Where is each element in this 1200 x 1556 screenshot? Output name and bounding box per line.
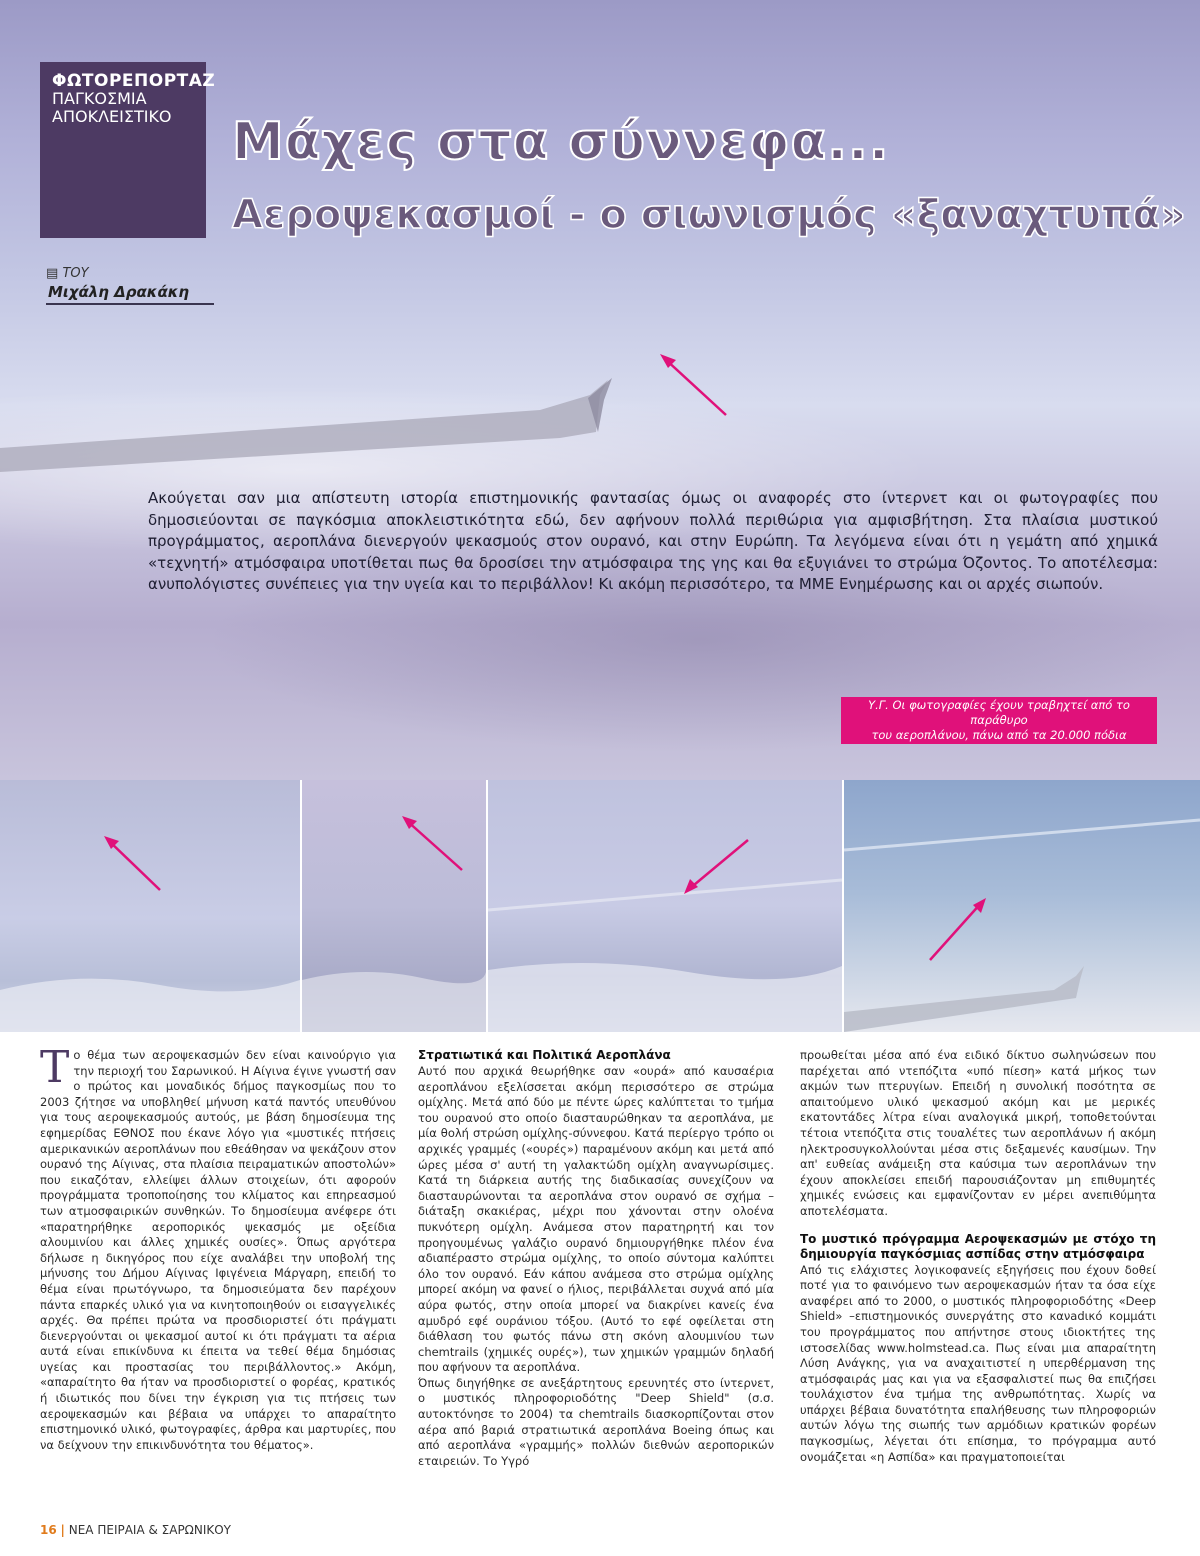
airplane-wing <box>844 966 1084 1032</box>
chemtrail-line <box>844 820 1200 850</box>
byline-author: Μιχάλη Δρακάκη <box>48 283 190 301</box>
kicker-sublabel-2: ΑΠΟΚΛΕΙΣΤΙΚΟ <box>52 107 172 126</box>
caption-line-1: Υ.Γ. Οι φωτογραφίες έχουν τραβηχτεί από το παράθυρο <box>868 698 1130 727</box>
column-3-paragraph-1: προωθείται μέσα από ένα ειδικό δίκτυο σωληνώσεων που παρέχεται από ντεπόζιτα «υπό πίεση» κατά μήκος των ακμών των πτερυγίων. Επειδή η συνολική ποσότητα σε απαιτούμενο υλικό ψεκασμού ακόμη και με μερικές εκατοντάδες λίτρα είναι αναλογικά μικρή, τοποθετούνται τέτοια ντεπόζιτα στις τουαλέτες των αεροπλάνων ή ακόμη ηλεκτροσυγκολλούνται μέσα στις δεξαμενές καυσίμων. Την απ' ευθείας ανάμειξη στα καύσιμα των αεροπλάνων την έχουν αποκλείσει επειδή παρουσιάζονταν μη επιθυμητές χημικές ενώσεις και εμφανίζονταν εν μέρει ανεπιθύμητα αποτελέσματα. <box>800 1048 1156 1218</box>
byline-prefix-text: ΤΟΥ <box>62 266 89 281</box>
photo-2-arrow <box>406 820 462 870</box>
photo-3-arrow <box>688 840 748 890</box>
photo-4-graphic <box>844 780 1200 1032</box>
photo-1 <box>0 780 300 1032</box>
publication-name: ΝΕΑ ΠΕΙΡΑΙΑ & ΣΑΡΩΝΙΚΟΥ <box>68 1523 232 1537</box>
kicker-label: ΦΩΤΟΡΕΠΟΡΤΑΖ <box>52 71 216 91</box>
photo-4-arrow <box>930 902 982 960</box>
photo-4 <box>844 780 1200 1032</box>
photo-caption <box>841 697 1157 744</box>
drop-cap: Τ <box>40 1042 70 1093</box>
headline-title: Μάχες στα σύννεφα... <box>232 112 890 172</box>
column-3-heading: Το μυστικό πρόγραμμα Αεροψεκασμών με στόχο τη δημιουργία παγκόσμιας ασπίδας στην ατμόσφαιρα <box>800 1231 1156 1261</box>
byline-prefix <box>46 266 214 281</box>
photo-3 <box>488 780 842 1032</box>
chemtrail-arrow <box>664 358 726 415</box>
column-1-text: ο θέμα των αεροψεκασμών δεν είναι καινούργιο για την περιοχή του Σαρωνικού. Η Αίγινα έγινε γνωστή σαν ο πρώτος και μοναδικός δήμος παγκοσμίως που το 2003 ζήτησε να υποβληθεί μήνυση κατά παντός υπευθύνου για τους αεροψεκασμούς αυτούς, με βάση δημοσίευμα της εφημερίδας ΕΘΝΟΣ που έκανε λόγο για «μυστικές πτήσεις αμερικανικών αεροπλάνων που εθεάθησαν να ψεκάζουν στον ουρανό της Αίγινας, στα πλαίσια πειραματικών αποστολών» που εικαζόταν, ελλείψει άλλων στοιχείων, ότι αφορούν προγράμματα τροποποίησης του κλίματος και επηρεασμού των ατμοσφαιρικών συνθηκών. Το δημοσίευμα ανέφερε ότι «παρατηρήθηκε αεροπορικός ψεκασμός με οξείδια αλουμινίου και άλλες χημικές ουσίες». Όπως αργότερα δήλωσε η δικηγόρος που είχε αναλάβει την υποβολή της μήνυσης του Δήμου Αίγινας Ιφιγένεια Μάργαρη, επειδή το θέμα είναι πρωτόγνωρο, τα δημοσιεύματα δεν παρέχουν πάντα επαρκές υλικό για να κινητοποιηθούν οι εισαγγελικές αρχές. Θα πρέπει πρώτα να προσδιοριστεί ότι πράγματι διενεργούνται οι ψεκασμοί αυτοί κι ότι πράγματι τα αέρια αυτά είναι επικίνδυνα κι έπειτα να τεθεί θέμα δημόσιας υγείας και προστασίας του περιβάλλοντος.» Ακόμη, «απαραίτητο θα ήταν να προσδιοριστεί ο φορέας, κρατικός ή ιδιωτικός που δίνει την έγκριση για τις πτήσεις των αεροψεκασμών και βέβαια να υπάρχει το απαραίτητο επιστημονικό υλικό, φωτογραφίες, άρθρα και μαρτυρίες, που να δείχνουν την επικινδυνότητα του θέματος». <box>40 1048 396 1452</box>
kicker-sublabel: ΠΑΓΚΟΣΜΙΑ <box>52 89 147 108</box>
column-2-paragraph-1: Αυτό που αρχικά θεωρήθηκε σαν «ουρά» από καυσαέρια αεροπλάνου εξελίσσεται ακόμη περισσότερο σε στρώμα ομίχλης. Μετά από δύο με πέντε ώρες καλύπτεται το τμήμα του ουρανού στο οποίο διασταυρώθηκαν τα αεροπλάνα, με μία θολή στρώση ομίχλης-σύννεφου. Κατά περίεργο τρόπο οι αρχικές γραμμές («ουρές») παραμένουν ακόμη και μετά από ώρες μέσα σ' αυτή τη γαλακτώδη ομίχλη αναγνωρίσιμες. Κατά τη διάρκεια αυτής της διαδικασίας συνεχίζουν να διασταυρώνονται τα αεροπλάνα στον ουρανό σε σχήμα – διάταξη σκακιέρας, μέχρι που χάνονται στην ολοένα πυκνότερη ομίχλη. Ανάμεσα στον παρατηρητή και τον προηγουμένως γαλάζιο ουρανό δημιουργήθηκε πλέον ένα αδιαπέραστο στρώμα ομίχλης, το οποίο σύντομα καλύπτει όλο τον ουρανό. Εάν κάπου ανάμεσα στο στρώμα ομίχλης μπορεί ακόμη να φανεί ο ήλιος, περιβάλλεται συχνά από μία αύρα φωτός, στην οποία μπορεί να διακρίνει κανείς ένα αμυδρό εφέ ουράνιου τόξου. (Αυτό το εφέ οφείλεται στη διάθλαση του φωτός πάνω στη σκόνη αλουμινίου των chemtrails (χημικές ουρές»), των χημικών γραμμών δηλαδή που αφήνουν τα αεροπλάνα. <box>418 1064 774 1375</box>
caption-line-2: του αεροπλάνου, πάνω από τα 20.000 πόδια <box>871 728 1127 742</box>
document-icon: ▤ <box>46 266 59 281</box>
photo-1-arrow <box>108 840 160 890</box>
photo-strip <box>0 780 1200 1032</box>
section-kicker <box>40 62 216 238</box>
article-body <box>40 1042 1160 1498</box>
column-3-paragraph-2: Από τις ελάχιστες λογικοφανείς εξηγήσεις που έχουν δοθεί ποτέ για το φαινόμενο των αεροψεκασμών ήταν τα όσα είχε αναφέρει από το 2000, ο μυστικός πληροφοριοδότης «Deep Shield» –επιστημονικός συνεργάτης στο κανadικό κομμάτι του προγράμματος που απήντησε στους ιδιοκτήτες της ιστοσελίδας www.holmstead.ca. Πως είναι μια απαραίτητη Λύση Ανάγκης, για να αναχαιτιστεί η υπερθέρμανση της ατμόσφαιράς μας και για να εξασφαλιστεί πως θα επιζήσει τουλάχιστον ένα τμήμα της ανθρωπότητας. Χωρίς να υπάρχει βέβαια δυνατότητα επαλήθευσης των πληροφοριών αυτών λόγω της σιωπής των αρμόδιων κρατικών φορέων παγκοσμίως, λέγεται ότι επίσημα, το πρόγραμμα αυτό ονομάζεται «η Ασπίδα» και πραγματοποιείται <box>800 1262 1156 1464</box>
lead-paragraph: Ακούγεται σαν μια απίστευτη ιστορία επιστημονικής φαντασίας όμως οι αναφορές στο ίντερνετ και οι φωτογραφίες που δημοσιεύονται σε παγκόσμια αποκλειστικότητα εδώ, δεν αφήνουν πολλά περιθώρια για αμφισβήτηση. Στα πλαίσια μυστικού προγράμματος, αεροπλάνα διενεργούν ψεκασμούς στον ουρανό, και στην Ευρώπη. Τα λεγόμενα είναι ότι η γεμάτη από χημικά «τεχνητή» ατμόσφαιρα υποτίθεται πως θα δροσίσει την ατμόσφαιρα της γης και θα εξυγιάνει το στρώμα Όζοντος. Το αποτέλεσμα: ανυπολόγιστες συνέπειες για την υγεία και το περιβάλλον! Κι ακόμη περισσότερο, τα ΜΜΕ Ενημέρωσης και οι αρχές σιωπούν. <box>148 489 1158 593</box>
photo-2-graphic <box>302 780 486 1032</box>
column-2-paragraph-2: Όπως διηγήθηκε σε ανεξάρτητους ερευνητές στο ίντερνετ, ο μυστικός πληροφοριοδότης "Deep Shield" (σ.σ. αυτοκτόνησε το 2004) τα chemtrails διασκορπίζονται στον αέρα από βαριά στρατιωτικά αεροπλάνα Boeing όπως και από αεροπλάνα «γραμμής» πολλών διεθνών αεροπορικών εταιρειών. Το Υγρό <box>418 1375 774 1468</box>
cloud-layer <box>0 979 300 1032</box>
column-3 <box>800 1048 1156 1465</box>
chemtrail-line <box>488 880 842 910</box>
photo-2 <box>302 780 486 1032</box>
headline-subtitle: Αεροψεκασμοί - ο σιωνισμός «ξαναχτυπά» <box>232 192 1186 238</box>
byline <box>46 266 214 305</box>
cloud-layer <box>302 972 486 1032</box>
photo-3-graphic <box>488 780 842 1032</box>
page-footer <box>40 1523 231 1537</box>
column-2 <box>418 1048 774 1469</box>
footer-separator: | <box>60 1523 65 1537</box>
column-2-heading: Στρατιωτικά και Πολιτικά Αεροπλάνα <box>418 1048 671 1062</box>
page-number: 16 <box>40 1523 57 1537</box>
column-1 <box>40 1042 396 1453</box>
cloud-layer <box>488 963 842 1032</box>
photo-1-graphic <box>0 780 300 1032</box>
airplane-wing <box>0 380 608 472</box>
